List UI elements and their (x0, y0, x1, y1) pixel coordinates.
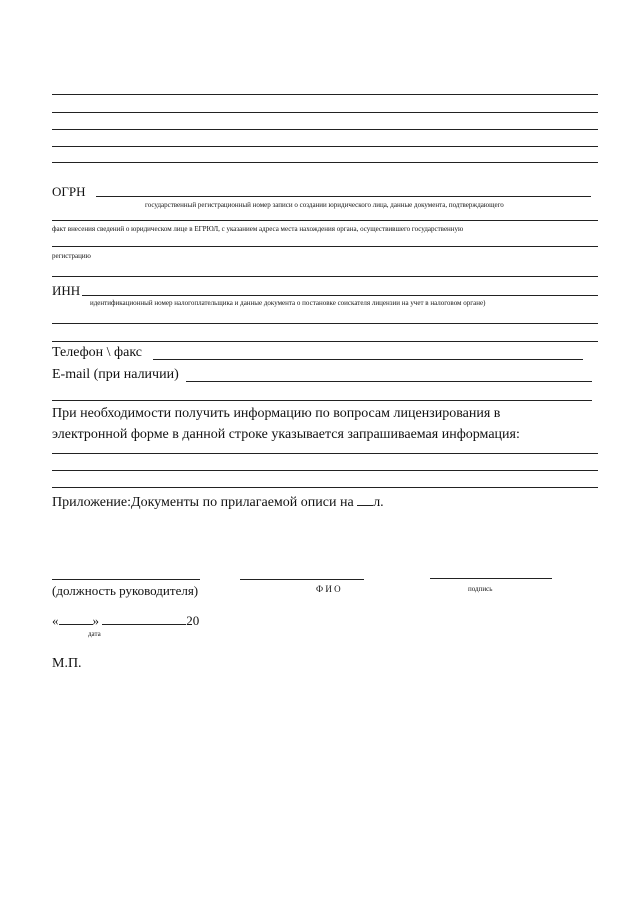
email-input-line[interactable] (186, 381, 592, 382)
info-line-3[interactable] (52, 487, 598, 488)
sign-label: подпись (468, 585, 493, 593)
inn-input-line[interactable] (82, 295, 598, 296)
ogrn-line-2[interactable] (52, 220, 598, 221)
ogrn-line-3[interactable] (52, 246, 598, 247)
date-close-quote: » (92, 613, 99, 628)
inn-line-2[interactable] (52, 323, 598, 324)
blank-line-1[interactable] (52, 94, 598, 95)
blank-line-5[interactable] (52, 162, 598, 163)
info-request-line-2: электронной форме в данной строке указывается запрашиваемая информация: (52, 427, 520, 442)
date-row (52, 613, 199, 627)
stamp-label: М.П. (52, 656, 82, 671)
attachment-suffix: л. (373, 495, 384, 510)
position-label: (должность руководителя) (52, 583, 199, 598)
attachment-text (52, 494, 384, 510)
date-open-quote: « (52, 613, 59, 628)
ogrn-caption-3: регистрацию (52, 252, 91, 260)
blank-line-3[interactable] (52, 129, 598, 130)
date-label: дата (88, 630, 101, 638)
position-signature-line[interactable] (52, 579, 200, 580)
date-month-field[interactable] (102, 613, 186, 625)
date-day-field[interactable] (59, 613, 93, 625)
attachment-prefix: Приложение:Документы по прилагаемой описи на (52, 495, 358, 510)
date-year-prefix: 20 (186, 613, 200, 628)
ogrn-line-4[interactable] (52, 276, 598, 277)
phone-label: Телефон \ факс (52, 345, 143, 360)
blank-line-4[interactable] (52, 146, 598, 147)
attachment-pages-field[interactable] (357, 494, 373, 506)
fio-label: Ф И О (316, 584, 341, 594)
info-line-2[interactable] (52, 470, 598, 471)
email-label: E-mail (при наличии) (52, 367, 179, 382)
ogrn-caption-2: факт внесения сведений о юридическом лице в ЕГРЮЛ, с указанием адреса места нахождения органа, осуществившего государственную (52, 225, 464, 233)
info-request-line-1: При необходимости получить информацию по вопросам лицензирования в (52, 406, 501, 421)
phone-input-line[interactable] (153, 359, 583, 360)
inn-label: ИНН (52, 283, 81, 298)
info-line-1[interactable] (52, 453, 598, 454)
ogrn-label: ОГРН (52, 184, 86, 199)
sign-signature-line[interactable] (430, 578, 552, 579)
contacts-line-3[interactable] (52, 400, 592, 401)
blank-line-2[interactable] (52, 112, 598, 113)
inn-caption: идентификационный номер налогоплательщика и данные документа о постановке соискателя лицензии на учет в налоговом органе) (90, 299, 486, 307)
inn-line-3[interactable] (52, 341, 598, 342)
ogrn-caption-1: государственный регистрационный номер записи о создании юридического лица, данные документа, подтверждающего (145, 201, 504, 209)
fio-signature-line[interactable] (240, 579, 364, 580)
ogrn-input-line[interactable] (96, 196, 591, 197)
